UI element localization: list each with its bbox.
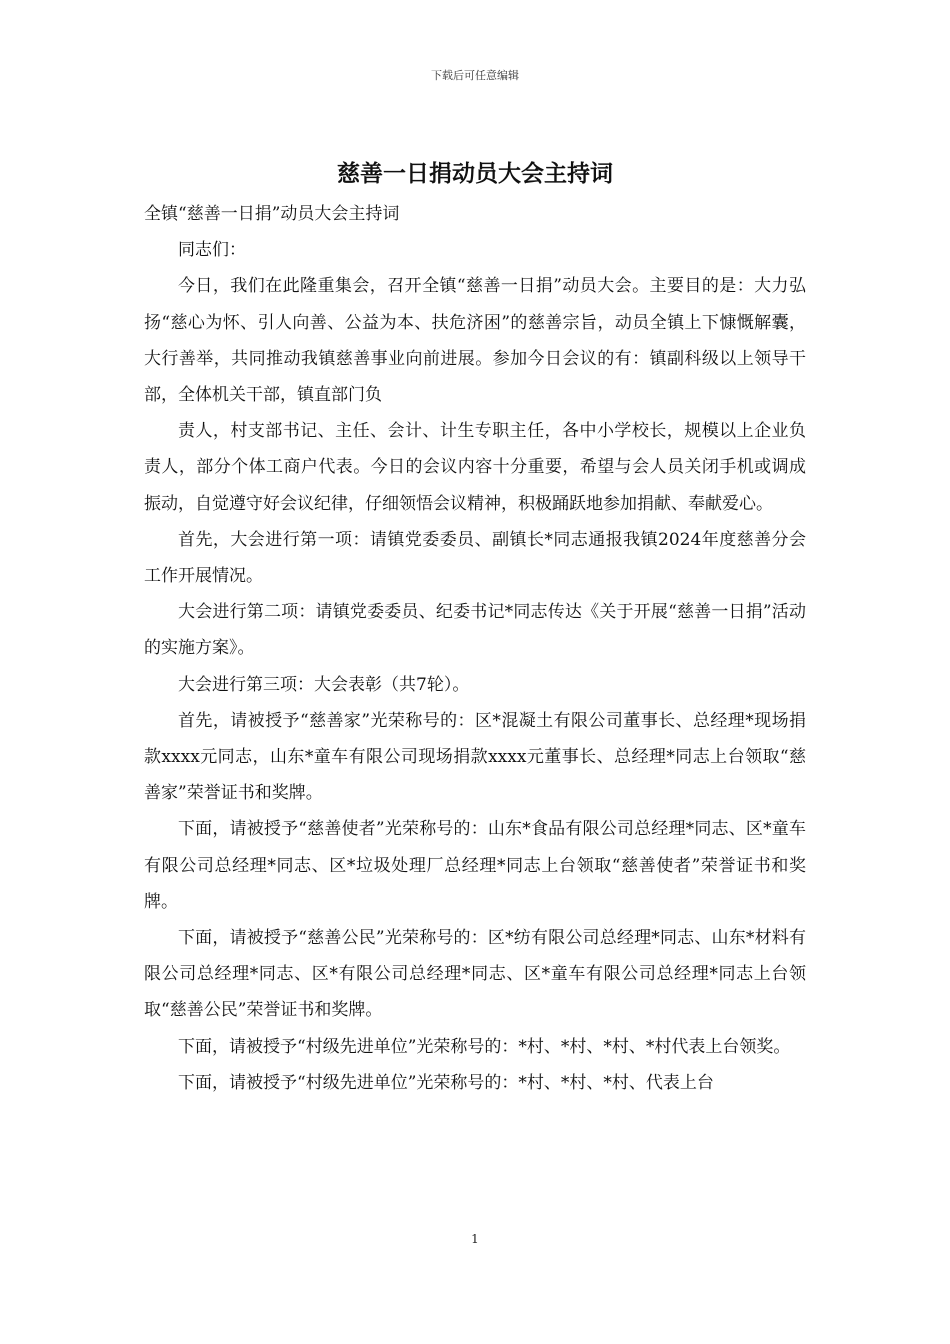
document-subtitle: 全镇“慈善一日捐”动员大会主持词	[144, 204, 400, 224]
paragraph-attendees: 责人，村支部书记、主任、会计、计生专职主任，各中小学校长，规模以上企业负责人，部分个体工商户代表。今日的会议内容十分重要，希望与会人员关闭手机或调成振动，自觉遵守好会议纪律，仔细领悟会议精神，积极踊跃地参加捐献、奉献爱心。	[144, 421, 806, 514]
document-body	[144, 196, 806, 1101]
paragraph-item-one: 首先，大会进行第一项：请镇党委委员、副镇长*同志通报我镇2024年度慈善分会工作开展情况。	[144, 529, 806, 587]
paragraph-item-two: 大会进行第二项：请镇党委委员、纪委书记*同志传达《关于开展“慈善一日捐”活动的实施方案》。	[144, 602, 806, 659]
document-title: 慈善一日捐动员大会主持词	[337, 161, 613, 187]
paragraph-opening: 今日，我们在此隆重集会，召开全镇“慈善一日捐”动员大会。主要目的是：大力弘扬“慈心为怀、引人向善、公益为本、扶危济困”的慈善宗旨，动员全镇上下慷慨解囊，大行善举，共同推动我镇慈善事业向前进展。参加今日会议的有：镇副科级以上领导干部，全体机关干部，镇直部门负	[144, 276, 806, 406]
paragraph-item-three: 大会进行第三项：大会表彰（共7轮）。	[178, 674, 470, 695]
paragraph-greeting: 同志们：	[178, 240, 246, 261]
page-number: 1	[471, 1232, 479, 1246]
paragraph-award-village-1: 下面，请被授予“村级先进单位”光荣称号的：*村、*村、*村、*村代表上台领奖。	[178, 1036, 791, 1057]
paragraph-award-philanthropist: 首先，请被授予“慈善家”光荣称号的：区*混凝土有限公司董事长、总经理*现场捐款xxxx元同志，山东*童车有限公司现场捐款xxxx元董事长、总经理*同志上台领取“慈善家”荣誉证书和奖牌。	[144, 710, 806, 804]
paragraph-award-envoy: 下面，请被授予“慈善使者”光荣称号的：山东*食品有限公司总经理*同志、区*童车有限公司总经理*同志、区*垃圾处理厂总经理*同志上台领取“慈善使者”荣誉证书和奖牌。	[144, 819, 806, 912]
page-header-note: 下载后可任意编辑	[431, 69, 519, 82]
paragraph-award-citizen: 下面，请被授予“慈善公民”光荣称号的：区*纺有限公司总经理*同志、山东*材料有限公司总经理*同志、区*有限公司总经理*同志、区*童车有限公司总经理*同志上台领取“慈善公民”荣誉证书和奖牌。	[144, 928, 806, 1021]
paragraph-award-village-2: 下面，请被授予“村级先进单位”光荣称号的：*村、*村、*村、代表上台	[178, 1072, 714, 1093]
